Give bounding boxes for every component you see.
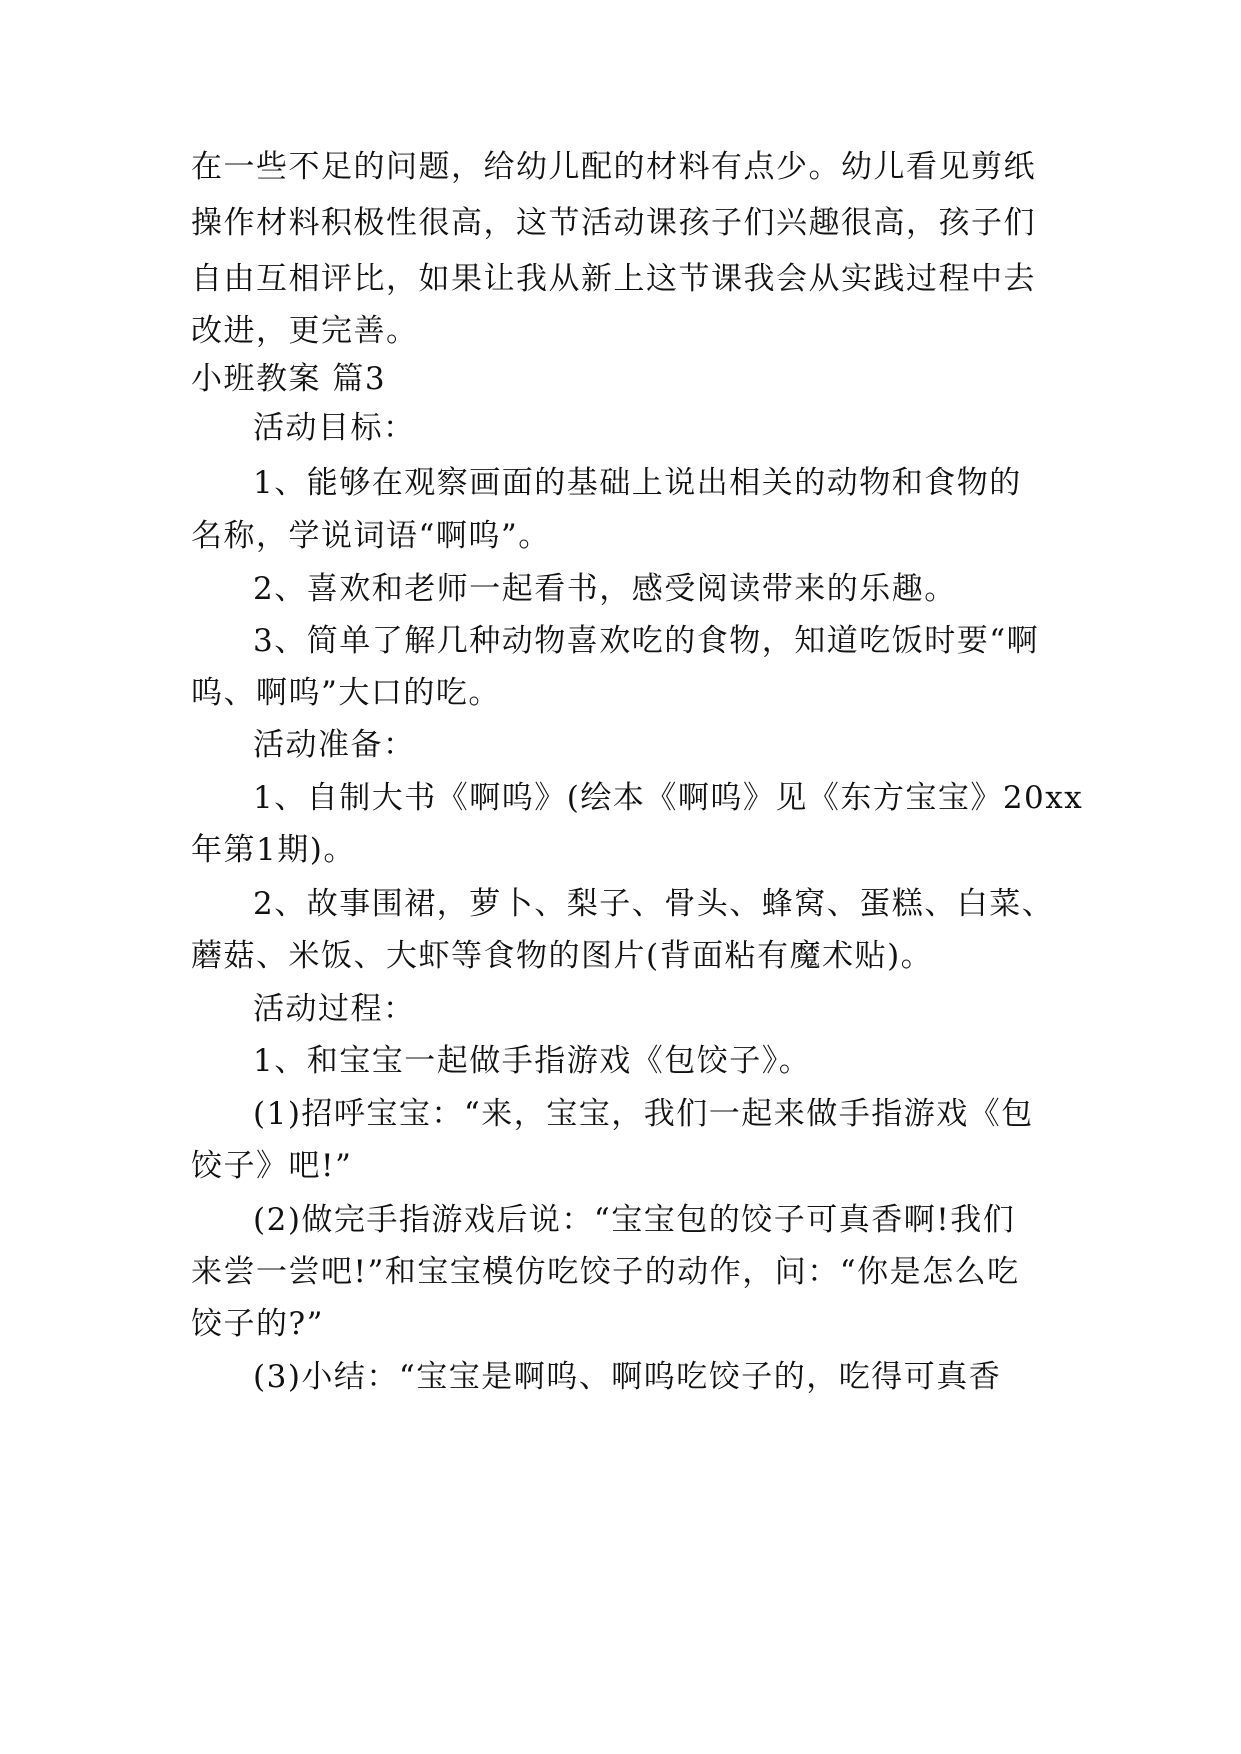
subheading-process: 活动过程： xyxy=(253,991,416,1027)
paragraph-line: (3)小结：“宝宝是啊呜、啊呜吃饺子的，吃得可真香 xyxy=(253,1359,1002,1395)
paragraph-line: 呜、啊呜”大口的吃。 xyxy=(191,675,501,711)
subheading-preparation: 活动准备： xyxy=(253,727,416,763)
paragraph-line: 自由互相评比，如果让我从新上这节课我会从实践过程中去 xyxy=(191,261,1036,297)
paragraph-line: (2)做完手指游戏后说：“宝宝包的饺子可真香啊!我们 xyxy=(253,1202,1016,1238)
paragraph-line: 操作材料积极性很高，这节活动课孩子们兴趣很高，孩子们 xyxy=(191,205,1036,241)
paragraph-line: 在一些不足的问题，给幼儿配的材料有点少。幼儿看见剪纸 xyxy=(191,149,1036,185)
paragraph-line: 来尝一尝吧!”和宝宝模仿吃饺子的动作，问：“你是怎么吃 xyxy=(191,1254,1020,1290)
paragraph-line: 1、自制大书《啊呜》(绘本《啊呜》见《东方宝宝》20xx xyxy=(253,780,1084,816)
section-heading: 小班教案 篇3 xyxy=(191,361,387,397)
paragraph-line: 饺子》吧!” xyxy=(191,1148,353,1184)
paragraph-line: 1、和宝宝一起做手指游戏《包饺子》。 xyxy=(253,1043,812,1079)
paragraph-line: 年第1期)。 xyxy=(191,832,356,868)
paragraph-line: 蘑菇、米饭、大虾等食物的图片(背面粘有魔术贴)。 xyxy=(191,938,934,974)
paragraph-line: 2、喜欢和老师一起看书，感受阅读带来的乐趣。 xyxy=(253,571,957,607)
subheading-goals: 活动目标： xyxy=(253,410,416,446)
paragraph-line: 1、能够在观察画面的基础上说出相关的动物和食物的 xyxy=(253,465,1022,501)
paragraph-line: (1)招呼宝宝：“来，宝宝，我们一起来做手指游戏《包 xyxy=(253,1096,1034,1132)
paragraph-line: 改进，更完善。 xyxy=(191,313,419,349)
paragraph-line: 2、故事围裙，萝卜、梨子、骨头、蜂窝、蛋糕、白菜、 xyxy=(253,886,1055,922)
paragraph-line: 3、简单了解几种动物喜欢吃的食物，知道吃饭时要“啊 xyxy=(253,623,1040,659)
paragraph-line: 名称，学说词语“啊呜”。 xyxy=(191,518,551,554)
paragraph-line: 饺子的?” xyxy=(191,1306,324,1342)
